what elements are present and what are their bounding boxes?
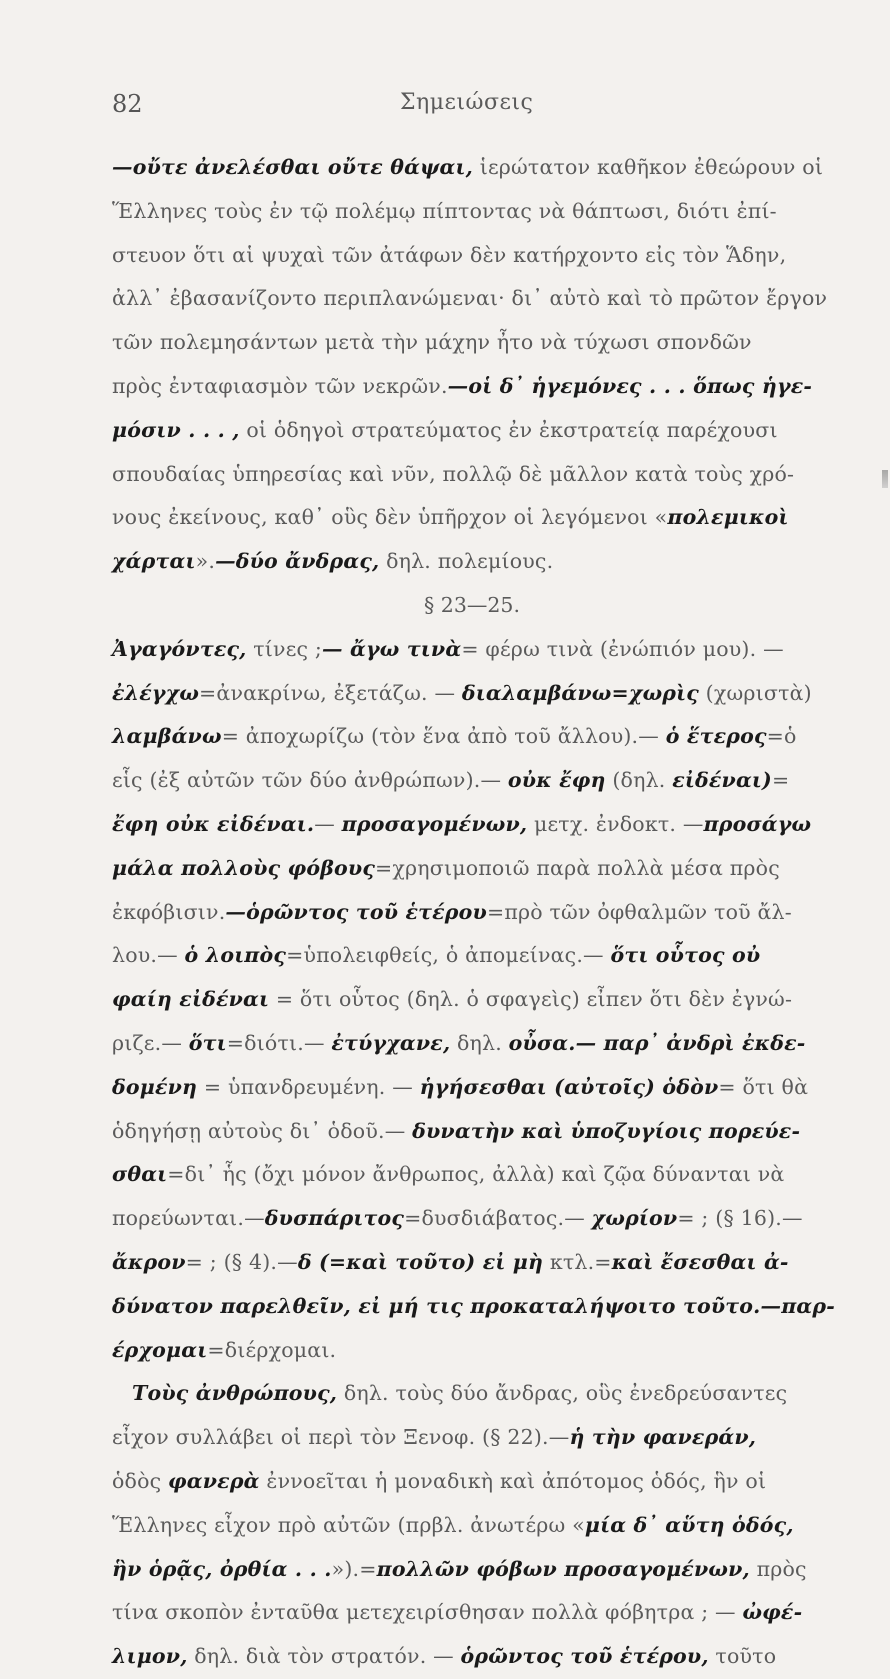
text-line <box>112 672 872 716</box>
lemma-term: οὐκ ἔφη <box>507 768 606 793</box>
lemma-term: φαίη εἰδέναι <box>112 987 270 1012</box>
text-line <box>112 1372 872 1416</box>
text-line <box>112 321 872 365</box>
notes-body <box>112 146 872 1679</box>
gloss-text: τίνες ; <box>246 636 323 661</box>
text-line <box>112 1066 872 1110</box>
gloss-text: ὁδηγήσῃ αὐτοὺς δι᾽ ὁδοῦ.— <box>112 1118 413 1143</box>
gloss-text: δηλ. πολεμίους. <box>379 549 554 574</box>
gloss-text: ἐκφόβισιν. <box>112 899 226 924</box>
gloss-text: δηλ. διὰ τὸν στρατόν. — <box>187 1644 461 1669</box>
text-line <box>112 146 872 190</box>
gloss-text: εἷς (ἐξ αὐτῶν τῶν δύο ἀνθρώπων).— <box>112 768 508 793</box>
gloss-text: δηλ. τοὺς δύο ἄνδρας, οὓς ἐνεδρεύσαντες <box>337 1381 788 1406</box>
lemma-term: μάλα πολλοὺς φόβους <box>112 855 376 880</box>
text-line <box>112 1153 872 1197</box>
gloss-text: = ; (§ 16).— <box>677 1206 803 1231</box>
lemma-term: μία δ᾽ αὕτη ὁδός, <box>584 1512 794 1537</box>
gloss-text: οἱ ὁδηγοὶ στρατεύματος ἐν ἐκστρατείᾳ παρέχουσι <box>239 417 778 442</box>
text-line <box>112 1110 872 1154</box>
gloss-text: πρὸς ἐνταφιασμὸν τῶν νεκρῶν. <box>112 373 448 398</box>
lemma-term: ἡγήσεσθαι (αὐτοῖς) ὁδὸν <box>419 1074 719 1099</box>
running-title: Σημειώσεις <box>400 90 534 115</box>
gloss-text: λου.— <box>112 943 185 968</box>
lemma-term: λαμβάνω <box>112 724 222 749</box>
lemma-term: δύνατον παρελθεῖν, εἰ μή τις προκαταλήψοιτο τοῦτο.—παρ- <box>112 1293 835 1318</box>
gloss-text: ριζε.— <box>112 1030 189 1055</box>
gloss-text: =διέρχομαι. <box>207 1337 337 1362</box>
lemma-term: ἣν ὁρᾷς, ὀρθία . . . <box>112 1556 332 1581</box>
gloss-text: σπουδαίας ὑπηρεσίας καὶ νῦν, πολλῷ δὲ μᾶλλον κατὰ τοὺς χρό- <box>112 461 795 486</box>
gloss-text: πορεύωνται.— <box>112 1206 265 1231</box>
text-line <box>112 1548 872 1592</box>
lemma-term: Ἀγαγόντες, <box>112 636 247 661</box>
lemma-term: ὁ ἕτερος <box>665 724 767 749</box>
gloss-text: δηλ. <box>450 1030 509 1055</box>
gloss-text: — <box>314 811 342 836</box>
text-line <box>112 190 872 234</box>
text-line <box>112 365 872 409</box>
lemma-term: φανερὰ <box>168 1468 260 1493</box>
lemma-term: ὁ λοιπὸς <box>184 943 287 968</box>
gloss-text: ὁδὸς <box>112 1468 169 1493</box>
lemma-term: προσάγω <box>703 811 812 836</box>
gloss-text: (δηλ. <box>605 768 673 793</box>
gloss-text: =ὑπολειφθείς, ὁ ἀπομείνας.— <box>286 943 611 968</box>
text-line <box>112 1460 872 1504</box>
text-line <box>112 234 872 278</box>
text-line <box>112 1635 872 1679</box>
lemma-term: —ὁρῶντος τοῦ ἑτέρου <box>225 899 487 924</box>
text-line <box>112 1241 872 1285</box>
text-line <box>112 891 872 935</box>
lemma-term: ὁρῶντος τοῦ ἑτέρου, <box>460 1644 709 1669</box>
text-line <box>112 715 872 759</box>
gloss-text: =ἀνακρίνω, ἐξετάζω. — <box>199 680 462 705</box>
lemma-term: ἐτύγχανε, <box>331 1030 451 1055</box>
gloss-text: =δι᾽ ἧς (ὄχι μόνον ἄνθρωπος, ἀλλὰ) καὶ ζῷα δύνανται νὰ <box>167 1162 785 1187</box>
lemma-term: Τοὺς ἀνθρώπους, <box>132 1381 338 1406</box>
lemma-term: —δύο ἄνδρας, <box>215 549 380 574</box>
lemma-term: —οὔτε ἀνελέσθαι οὔτε θάψαι, <box>112 155 473 179</box>
lemma-term: προσαγομένων, <box>341 811 528 836</box>
text-line <box>112 453 872 497</box>
lemma-term: ἡ τὴν φανεράν, <box>569 1425 757 1450</box>
lemma-term: ἔφη οὐκ εἰδέναι. <box>112 811 315 836</box>
gloss-text: (χωριστὰ) <box>698 680 812 705</box>
gloss-text: »).= <box>331 1556 377 1581</box>
gloss-text: εἶχον συλλάβει οἱ περὶ τὸν Ξενοφ. (§ 22).— <box>112 1425 570 1450</box>
text-line <box>112 759 872 803</box>
gloss-text: κτλ.= <box>543 1249 612 1274</box>
page-number: 82 <box>112 90 143 118</box>
text-line <box>112 277 872 321</box>
section-heading: § 23—25. <box>424 592 520 617</box>
lemma-term: πολλῶν φόβων προσαγομένων, <box>376 1556 750 1581</box>
text-line <box>112 978 872 1022</box>
gloss-text: τοῦτο <box>708 1644 777 1669</box>
lemma-term: ὅτι οὗτος οὐ <box>610 943 761 968</box>
text-line <box>112 1022 872 1066</box>
lemma-term: έρχομαι <box>112 1337 208 1362</box>
lemma-term: ἄκρον <box>112 1249 186 1274</box>
gloss-text: τίνα σκοπὸν ἐνταῦθα μετεχειρίσθησαν πολλὰ φόβητρα ; — <box>112 1600 743 1625</box>
gloss-text: = <box>771 768 790 793</box>
gloss-text: Ἕλληνες τοὺς ἐν τῷ πολέμῳ πίπτοντας νὰ θάπτωσι, διότι ἐπί- <box>112 198 777 223</box>
lemma-term: εἰδέναι) <box>672 768 772 793</box>
lemma-term: δ (=καὶ τοῦτο) εἰ μὴ <box>297 1249 544 1274</box>
lemma-term: δομένη <box>112 1074 198 1099</box>
lemma-term: ὅτι <box>188 1030 227 1055</box>
lemma-term: δυνατὴν καὶ ὑποζυγίοις πορεύε- <box>412 1118 801 1143</box>
gloss-text: ». <box>195 549 216 574</box>
gloss-text: Ἕλληνες εἶχον πρὸ αὐτῶν (πρβλ. ἀνωτέρω « <box>112 1512 585 1537</box>
text-line <box>112 496 872 540</box>
gloss-text: ἐννοεῖται ἡ μοναδικὴ καὶ ἀπότομος ὁδός, ἣν οἱ <box>259 1468 767 1493</box>
text-line <box>112 628 872 672</box>
text-line <box>112 803 872 847</box>
lemma-term: λιμον, <box>112 1644 188 1669</box>
lemma-term: —οἱ δ᾽ ἡγεμόνες . . . ὅπως ἡγε- <box>447 373 813 398</box>
gloss-text: = ὅτι οὗτος (δηλ. ὁ σφαγεὶς) εἶπεν ὅτι δὲν ἐγνώ- <box>269 987 793 1012</box>
gloss-text: μετχ. ἐνδοκτ. — <box>527 811 704 836</box>
text-line <box>112 540 872 584</box>
gloss-text: =πρὸ τῶν ὀφθαλμῶν τοῦ ἄλ- <box>486 899 792 924</box>
lemma-term: ὠφέ- <box>742 1600 803 1625</box>
text-line <box>112 1416 872 1460</box>
text-line <box>112 1504 872 1548</box>
lemma-term: χωρίον <box>591 1206 678 1231</box>
text-line <box>112 1285 872 1329</box>
gloss-text: =ὁ <box>766 724 797 749</box>
lemma-term: μόσιν . . . , <box>112 417 240 442</box>
text-line <box>112 934 872 978</box>
gloss-text: ἱερώτατον καθῆκον ἐθεώρουν οἱ <box>472 155 824 179</box>
lemma-term: — ἄγω τινὰ <box>322 636 462 661</box>
gloss-text: =δυσδιάβατος.— <box>404 1206 592 1231</box>
lemma-term: δυσπάριτος <box>264 1206 405 1231</box>
text-line <box>112 409 872 453</box>
gloss-text: =διότι.— <box>226 1030 332 1055</box>
gloss-text: =χρησιμοποιῶ παρὰ πολλὰ μέσα πρὸς <box>375 855 780 880</box>
gloss-text: νους ἐκείνους, καθ᾽ οὓς δὲν ὑπῆρχον οἱ λεγόμενοι « <box>112 505 668 530</box>
lemma-term: χάρται <box>112 549 196 574</box>
lemma-term: οὖσα.— παρ᾽ ἀνδρὶ ἐκδε- <box>508 1030 806 1055</box>
page-edge-mark <box>882 470 888 488</box>
gloss-text: = ; (§ 4).— <box>185 1249 298 1274</box>
lemma-term: διαλαμβάνω=χωρὶς <box>461 680 699 705</box>
lemma-term: ἐλέγχω <box>112 680 200 705</box>
lemma-term: πολεμικοὶ <box>667 505 789 530</box>
lemma-term: καὶ ἔσεσθαι ἀ- <box>611 1249 789 1274</box>
text-line <box>112 1591 872 1635</box>
gloss-text: στευον ὅτι αἱ ψυχαὶ τῶν ἀτάφων δὲν κατήρχοντο εἰς τὸν Ἅδην, <box>112 242 787 267</box>
gloss-text: = φέρω τινὰ (ἐνώπιόν μου). — <box>461 636 784 661</box>
lemma-term: σθαι <box>112 1162 168 1187</box>
gloss-text: τῶν πολεμησάντων μετὰ τὴν μάχην ἦτο νὰ τύχωσι σπονδῶν <box>112 330 752 355</box>
gloss-text: πρὸς <box>749 1556 807 1581</box>
gloss-text: = ἀποχωρίζω (τὸν ἕνα ἀπὸ τοῦ ἄλλου).— <box>221 724 666 749</box>
text-line <box>112 1197 872 1241</box>
text-line <box>112 847 872 891</box>
text-line <box>112 1329 872 1373</box>
gloss-text: = ὅτι θὰ <box>718 1074 809 1099</box>
gloss-text: = ὑπανδρευμένη. — <box>197 1074 420 1099</box>
gloss-text: ἀλλ᾽ ἐβασανίζοντο περιπλανώμεναι· δι᾽ αὐτὸ καὶ τὸ πρῶτον ἔργον <box>112 286 828 311</box>
